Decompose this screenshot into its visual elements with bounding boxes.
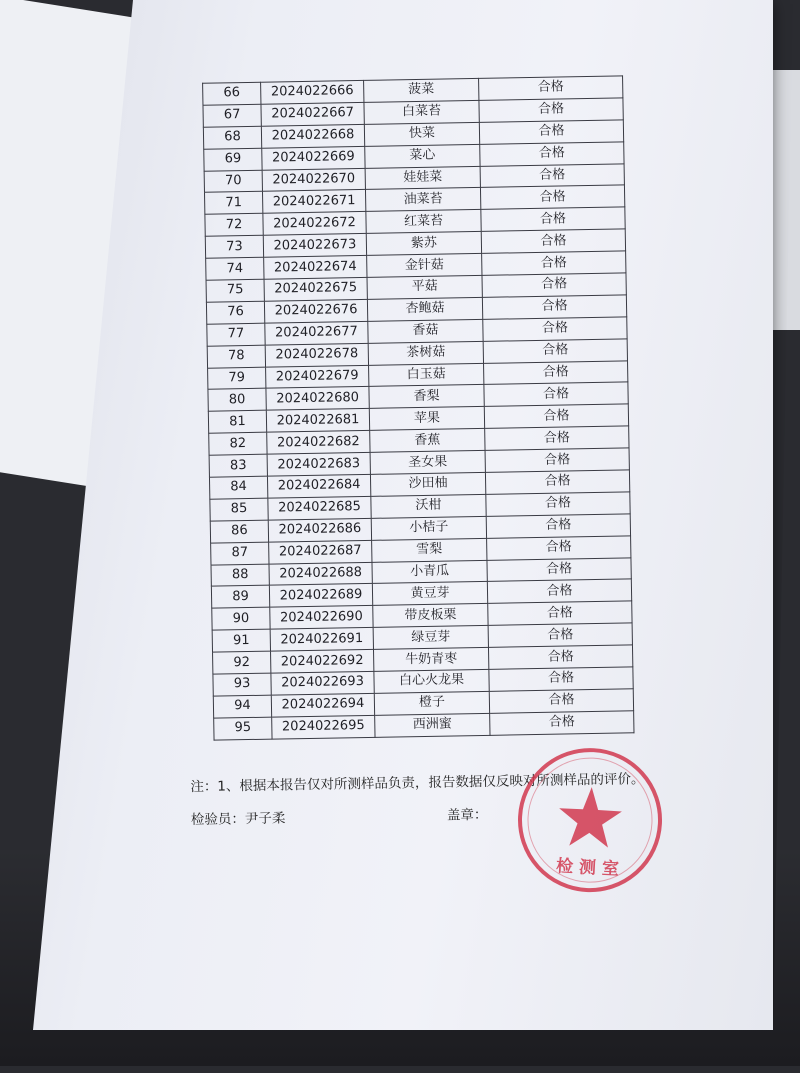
sample-name-cell: 菜心	[365, 144, 480, 168]
sample-name-cell: 橙子	[374, 691, 489, 715]
row-number-cell: 93	[213, 673, 271, 696]
result-cell: 合格	[485, 426, 629, 450]
row-number-cell: 82	[209, 432, 267, 455]
sample-name-cell: 杏鲍菇	[367, 297, 482, 321]
results-table	[202, 75, 634, 740]
result-cell: 合格	[479, 98, 623, 122]
row-number-cell: 77	[207, 323, 265, 346]
row-number-cell: 80	[208, 389, 266, 412]
row-number-cell: 67	[203, 104, 261, 127]
row-number-cell: 87	[211, 542, 269, 565]
seal-bottom-text: 检 测 室	[555, 856, 620, 880]
sample-name-cell: 小桔子	[371, 516, 486, 540]
row-number-cell: 85	[210, 498, 268, 521]
result-cell: 合格	[487, 579, 631, 603]
sample-code-cell: 2024022694	[271, 693, 374, 717]
row-number-cell: 91	[212, 629, 270, 652]
result-cell: 合格	[486, 492, 630, 516]
sample-code-cell: 2024022693	[271, 671, 374, 695]
official-seal	[511, 741, 669, 899]
sample-code-cell: 2024022674	[264, 256, 367, 280]
sample-code-cell: 2024022692	[271, 650, 374, 674]
row-number-cell: 71	[204, 192, 262, 215]
sample-code-cell: 2024022682	[267, 431, 370, 455]
result-cell: 合格	[486, 514, 630, 538]
sample-code-cell: 2024022690	[270, 606, 373, 630]
result-cell: 合格	[483, 317, 627, 341]
result-cell: 合格	[488, 645, 632, 669]
sample-code-cell: 2024022680	[266, 387, 369, 411]
star-icon	[557, 785, 623, 848]
sample-code-cell: 2024022669	[262, 146, 365, 170]
sample-name-cell: 娃娃菜	[365, 166, 480, 190]
sample-name-cell: 香梨	[369, 385, 484, 409]
sample-name-cell: 金针菇	[367, 254, 482, 278]
inspector-signature: 检验员：尹子柔	[190, 810, 286, 829]
sample-code-cell: 2024022667	[261, 102, 364, 126]
result-cell: 合格	[488, 623, 632, 647]
row-number-cell: 79	[208, 367, 266, 390]
sample-name-cell: 白心火龙果	[374, 669, 489, 693]
result-cell: 合格	[489, 667, 633, 691]
result-cell: 合格	[484, 360, 628, 384]
result-cell: 合格	[480, 185, 624, 209]
result-cell: 合格	[479, 120, 623, 144]
result-cell: 合格	[487, 536, 631, 560]
sample-code-cell: 2024022687	[269, 540, 372, 564]
result-cell: 合格	[482, 295, 626, 319]
sample-name-cell: 圣女果	[370, 451, 485, 475]
result-cell: 合格	[485, 470, 629, 494]
sample-name-cell: 茶树菇	[368, 341, 483, 365]
result-cell: 合格	[479, 76, 623, 100]
row-number-cell: 81	[208, 411, 266, 434]
row-number-cell: 90	[212, 608, 270, 631]
sample-code-cell: 2024022679	[266, 365, 369, 389]
sample-code-cell: 2024022668	[261, 124, 364, 148]
sample-code-cell: 2024022678	[265, 343, 368, 367]
sample-name-cell: 快菜	[364, 122, 479, 146]
result-cell: 合格	[484, 404, 628, 428]
sample-name-cell: 西洲蜜	[375, 713, 490, 737]
result-cell: 合格	[480, 163, 624, 187]
result-cell: 合格	[490, 711, 634, 735]
sample-code-cell: 2024022672	[263, 212, 366, 236]
row-number-cell: 70	[204, 170, 262, 193]
sample-code-cell: 2024022670	[262, 168, 365, 192]
row-number-cell: 86	[210, 520, 268, 543]
sample-code-cell: 2024022676	[264, 299, 367, 323]
sample-code-cell: 2024022684	[267, 474, 370, 498]
sample-name-cell: 牛奶青枣	[373, 647, 488, 671]
row-number-cell: 75	[206, 279, 264, 302]
row-number-cell: 89	[211, 586, 269, 609]
sample-name-cell: 雪梨	[372, 538, 487, 562]
sample-code-cell: 2024022689	[269, 584, 372, 608]
sample-name-cell: 菠菜	[364, 78, 479, 102]
result-cell: 合格	[481, 207, 625, 231]
row-number-cell: 66	[203, 82, 261, 105]
sample-name-cell: 苹果	[369, 407, 484, 431]
sample-code-cell: 2024022677	[265, 321, 368, 345]
sample-name-cell: 带皮板栗	[373, 604, 488, 628]
result-cell: 合格	[482, 273, 626, 297]
sample-code-cell: 2024022688	[269, 562, 372, 586]
result-cell: 合格	[484, 382, 628, 406]
row-number-cell: 69	[204, 148, 262, 171]
sample-name-cell: 沙田柚	[370, 472, 485, 496]
row-number-cell: 78	[207, 345, 265, 368]
row-number-cell: 68	[203, 126, 261, 149]
sample-code-cell: 2024022685	[268, 496, 371, 520]
sample-name-cell: 白菜苔	[364, 100, 479, 124]
sample-code-cell: 2024022683	[267, 453, 370, 477]
row-number-cell: 72	[205, 214, 263, 237]
sample-name-cell: 沃柑	[371, 494, 486, 518]
sample-name-cell: 小青瓜	[372, 560, 487, 584]
row-number-cell: 76	[206, 301, 264, 324]
row-number-cell: 84	[209, 476, 267, 499]
sample-name-cell: 紫苏	[366, 232, 481, 256]
sample-code-cell: 2024022695	[272, 715, 375, 739]
row-number-cell: 74	[206, 257, 264, 280]
result-cell: 合格	[483, 339, 627, 363]
result-cell: 合格	[482, 251, 626, 275]
sample-code-cell: 2024022691	[270, 628, 373, 652]
sample-name-cell: 红菜苔	[366, 210, 481, 234]
result-cell: 合格	[487, 557, 631, 581]
row-number-cell: 92	[213, 651, 271, 674]
row-number-cell: 88	[211, 564, 269, 587]
sample-code-cell: 2024022675	[264, 277, 367, 301]
row-number-cell: 95	[214, 717, 272, 740]
sample-code-cell: 2024022681	[266, 409, 369, 433]
sample-code-cell: 2024022686	[268, 518, 371, 542]
sample-name-cell: 平菇	[367, 275, 482, 299]
sample-name-cell: 黄豆芽	[372, 582, 487, 606]
seal-label: 盖章：	[446, 806, 488, 824]
result-cell: 合格	[480, 142, 624, 166]
sample-code-cell: 2024022671	[262, 190, 365, 214]
sample-name-cell: 香蕉	[370, 429, 485, 453]
sample-name-cell: 香菇	[368, 319, 483, 343]
row-number-cell: 94	[213, 695, 271, 718]
result-cell: 合格	[488, 601, 632, 625]
result-cell: 合格	[489, 689, 633, 713]
sample-name-cell: 油菜苔	[365, 188, 480, 212]
footnote: 注：1、根据本报告仅对所测样品负责，报告数据仅反映对所测样品的评价。	[190, 771, 645, 796]
results-table-body	[203, 76, 634, 740]
result-cell: 合格	[481, 229, 625, 253]
row-number-cell: 83	[209, 454, 267, 477]
sample-name-cell: 绿豆芽	[373, 626, 488, 650]
sample-code-cell: 2024022673	[263, 234, 366, 258]
row-number-cell: 73	[205, 235, 263, 258]
result-cell: 合格	[485, 448, 629, 472]
sample-name-cell: 白玉菇	[369, 363, 484, 387]
sample-code-cell: 2024022666	[261, 80, 364, 104]
